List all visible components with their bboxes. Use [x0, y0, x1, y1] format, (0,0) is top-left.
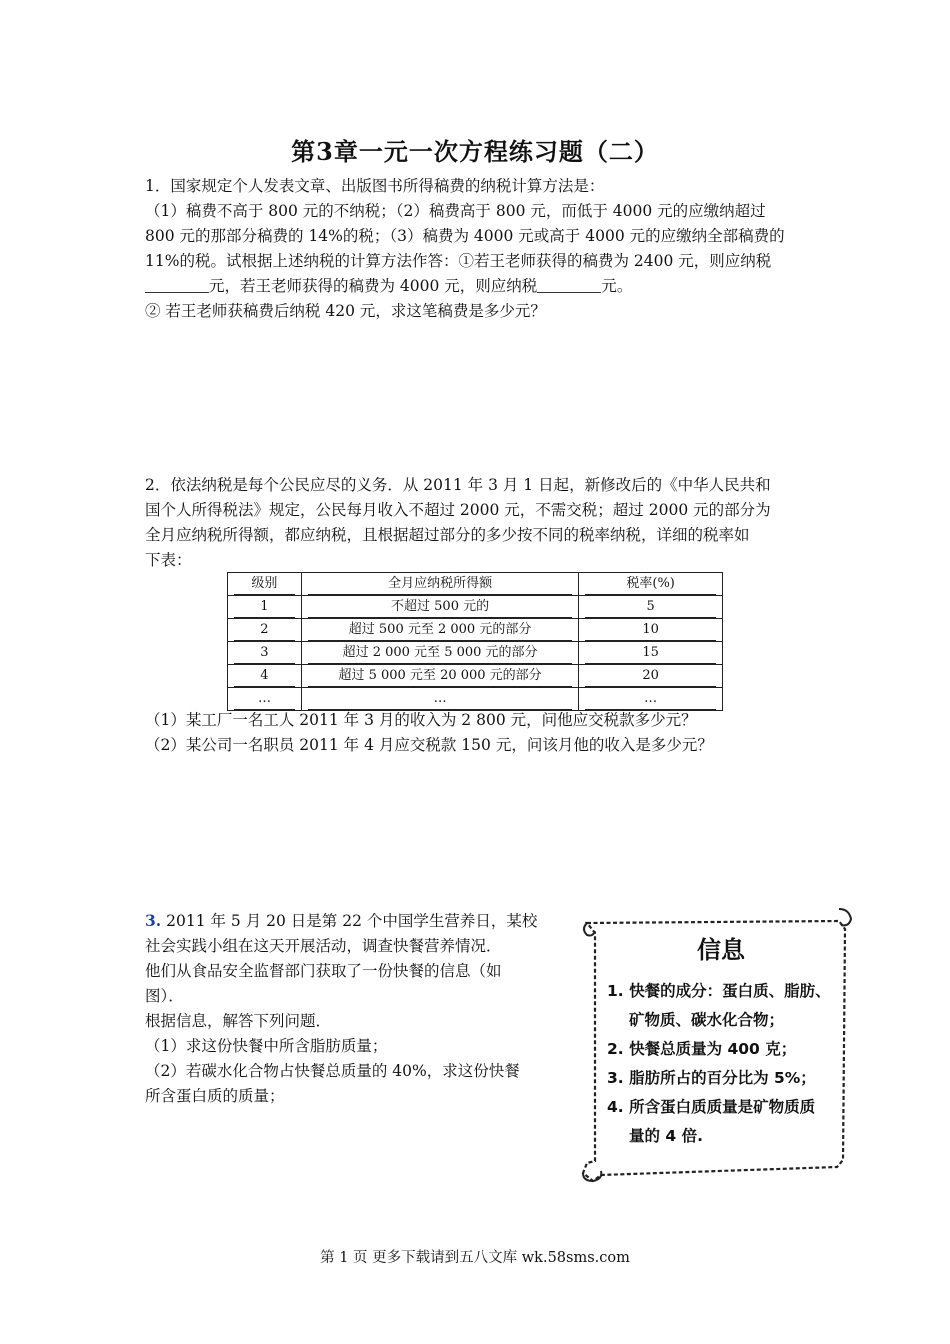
answer-blank-2[interactable] — [537, 277, 601, 294]
info-title: 信息 — [697, 936, 745, 964]
table-cell: … — [234, 689, 295, 710]
header-income: 全月应纳税所得额 — [308, 574, 572, 595]
table-cell: 超过 500 元至 2 000 元的部分 — [308, 620, 572, 641]
table-cell: 4 — [234, 666, 295, 687]
table-cell: 超过 5 000 元至 20 000 元的部分 — [308, 666, 572, 687]
table-header-row — [228, 573, 723, 596]
table-row — [228, 665, 723, 688]
info-item-1: 1. 快餐的成分：蛋白质、脂肪、 — [607, 982, 831, 1000]
q2-line-2: 国个人所得税法》规定，公民每月收入不超过 2000 元，不需交税；超过 2000 元的部分为 — [145, 501, 771, 519]
q1-line-4: 11%的税。试根据上述纳税的计算方法作答：①若王老师获得的稿费为 2400 元，则应纳税 — [145, 252, 772, 270]
q1-line-5 — [145, 274, 810, 299]
q1-line-1: 1．国家规定个人发表文章、出版图书所得稿费的纳税计算方法是： — [145, 177, 605, 195]
table-cell: 超过 2 000 元至 5 000 元的部分 — [308, 643, 572, 664]
header-rate: 税率(%) — [585, 574, 716, 595]
page-footer: 第 1 页 更多下载请到五八文库 wk.58sms.com — [320, 1250, 630, 1266]
info-list — [607, 977, 863, 1151]
table-cell: 5 — [585, 597, 716, 618]
q3-line-4: 图）． — [145, 987, 184, 1005]
q1-line-6: ② 若王老师获稿费后纳税 420 元，求这笔稿费是多少元？ — [145, 302, 546, 320]
tax-rate-table — [227, 572, 723, 711]
table-cell: 2 — [234, 620, 295, 641]
table-cell: … — [585, 689, 716, 710]
question-2-subquestions — [145, 708, 810, 758]
info-item-3: 3. 脂肪所占的百分比为 5%； — [607, 1069, 816, 1087]
page-title: 第3章一元一次方程练习题（二） — [291, 137, 659, 166]
info-item-2: 2. 快餐总质量为 400 克； — [607, 1040, 797, 1058]
info-scroll-figure — [577, 905, 865, 1187]
question-1 — [145, 174, 810, 324]
table-row — [228, 619, 723, 642]
q2-line-4: 下表： — [145, 551, 192, 569]
q3-line-1 — [145, 908, 545, 934]
answer-blank-1[interactable] — [145, 277, 209, 294]
q3-line-3: 他们从食品安全监督部门获取了一份快餐的信息（如 — [145, 962, 502, 980]
table-row — [228, 642, 723, 665]
q2-sub-1: （1）某工厂一名工人 2011 年 3 月的收入为 2 800 元，问他应交税款多少元？ — [145, 711, 697, 729]
info-item-4: 4. 所含蛋白质质量是矿物质质 — [607, 1098, 816, 1116]
q2-line-3: 全月应纳税所得额，都应纳税，且根据超过部分的多少按不同的税率纳税，详细的税率如 — [145, 526, 750, 544]
q1-line-5-text-a: 元，若王老师获得的稿费为 4000 元，则应纳税 — [209, 277, 538, 295]
q1-line-3: 800 元的那部分稿费的 14%的税；（3）稿费为 4000 元或高于 4000 元的应缴纳全部稿费的 — [145, 227, 785, 245]
info-item-1-cont: 矿物质、碳水化合物； — [629, 1011, 785, 1029]
q1-line-5-text-b: 元。 — [601, 277, 633, 295]
table-cell: 10 — [585, 620, 716, 641]
q2-sub-2: （2）某公司一名职员 2011 年 4 月应交税款 150 元，问该月他的收入是多少元？ — [145, 736, 713, 754]
table-row — [228, 596, 723, 619]
q3-number: 3. — [145, 911, 162, 930]
q3-line-8: 所含蛋白质的质量； — [145, 1087, 285, 1105]
table-cell: 不超过 500 元的 — [308, 597, 572, 618]
info-item-4-cont: 量的 4 倍. — [629, 1127, 703, 1145]
q2-line-1: 2．依法纳税是每个公民应尽的义务．从 2011 年 3 月 1 日起，新修改后的《中华人民共和 — [145, 476, 771, 494]
q3-line-5: 根据信息，解答下列问题． — [145, 1012, 332, 1030]
q3-line-6: （1）求这份快餐中所含脂肪质量； — [145, 1037, 388, 1055]
table-cell: 1 — [234, 597, 295, 618]
table-cell: 15 — [585, 643, 716, 664]
table-cell: … — [308, 689, 572, 710]
q1-line-2: （1）稿费不高于 800 元的不纳税；（2）稿费高于 800 元，而低于 4000 元的应缴纳超过 — [145, 202, 766, 220]
header-level: 级别 — [234, 574, 295, 595]
table-cell: 3 — [234, 643, 295, 664]
question-2 — [145, 473, 810, 573]
q3-line-1-text: 2011 年 5 月 20 日是第 22 个中国学生营养日，某校 — [161, 912, 538, 930]
table-cell: 20 — [585, 666, 716, 687]
q3-line-7: （2）若碳水化合物占快餐总质量的 40%，求这份快餐 — [145, 1062, 520, 1080]
q3-line-2: 社会实践小组在这天开展活动，调查快餐营养情况． — [145, 937, 502, 955]
question-3 — [145, 908, 545, 1109]
